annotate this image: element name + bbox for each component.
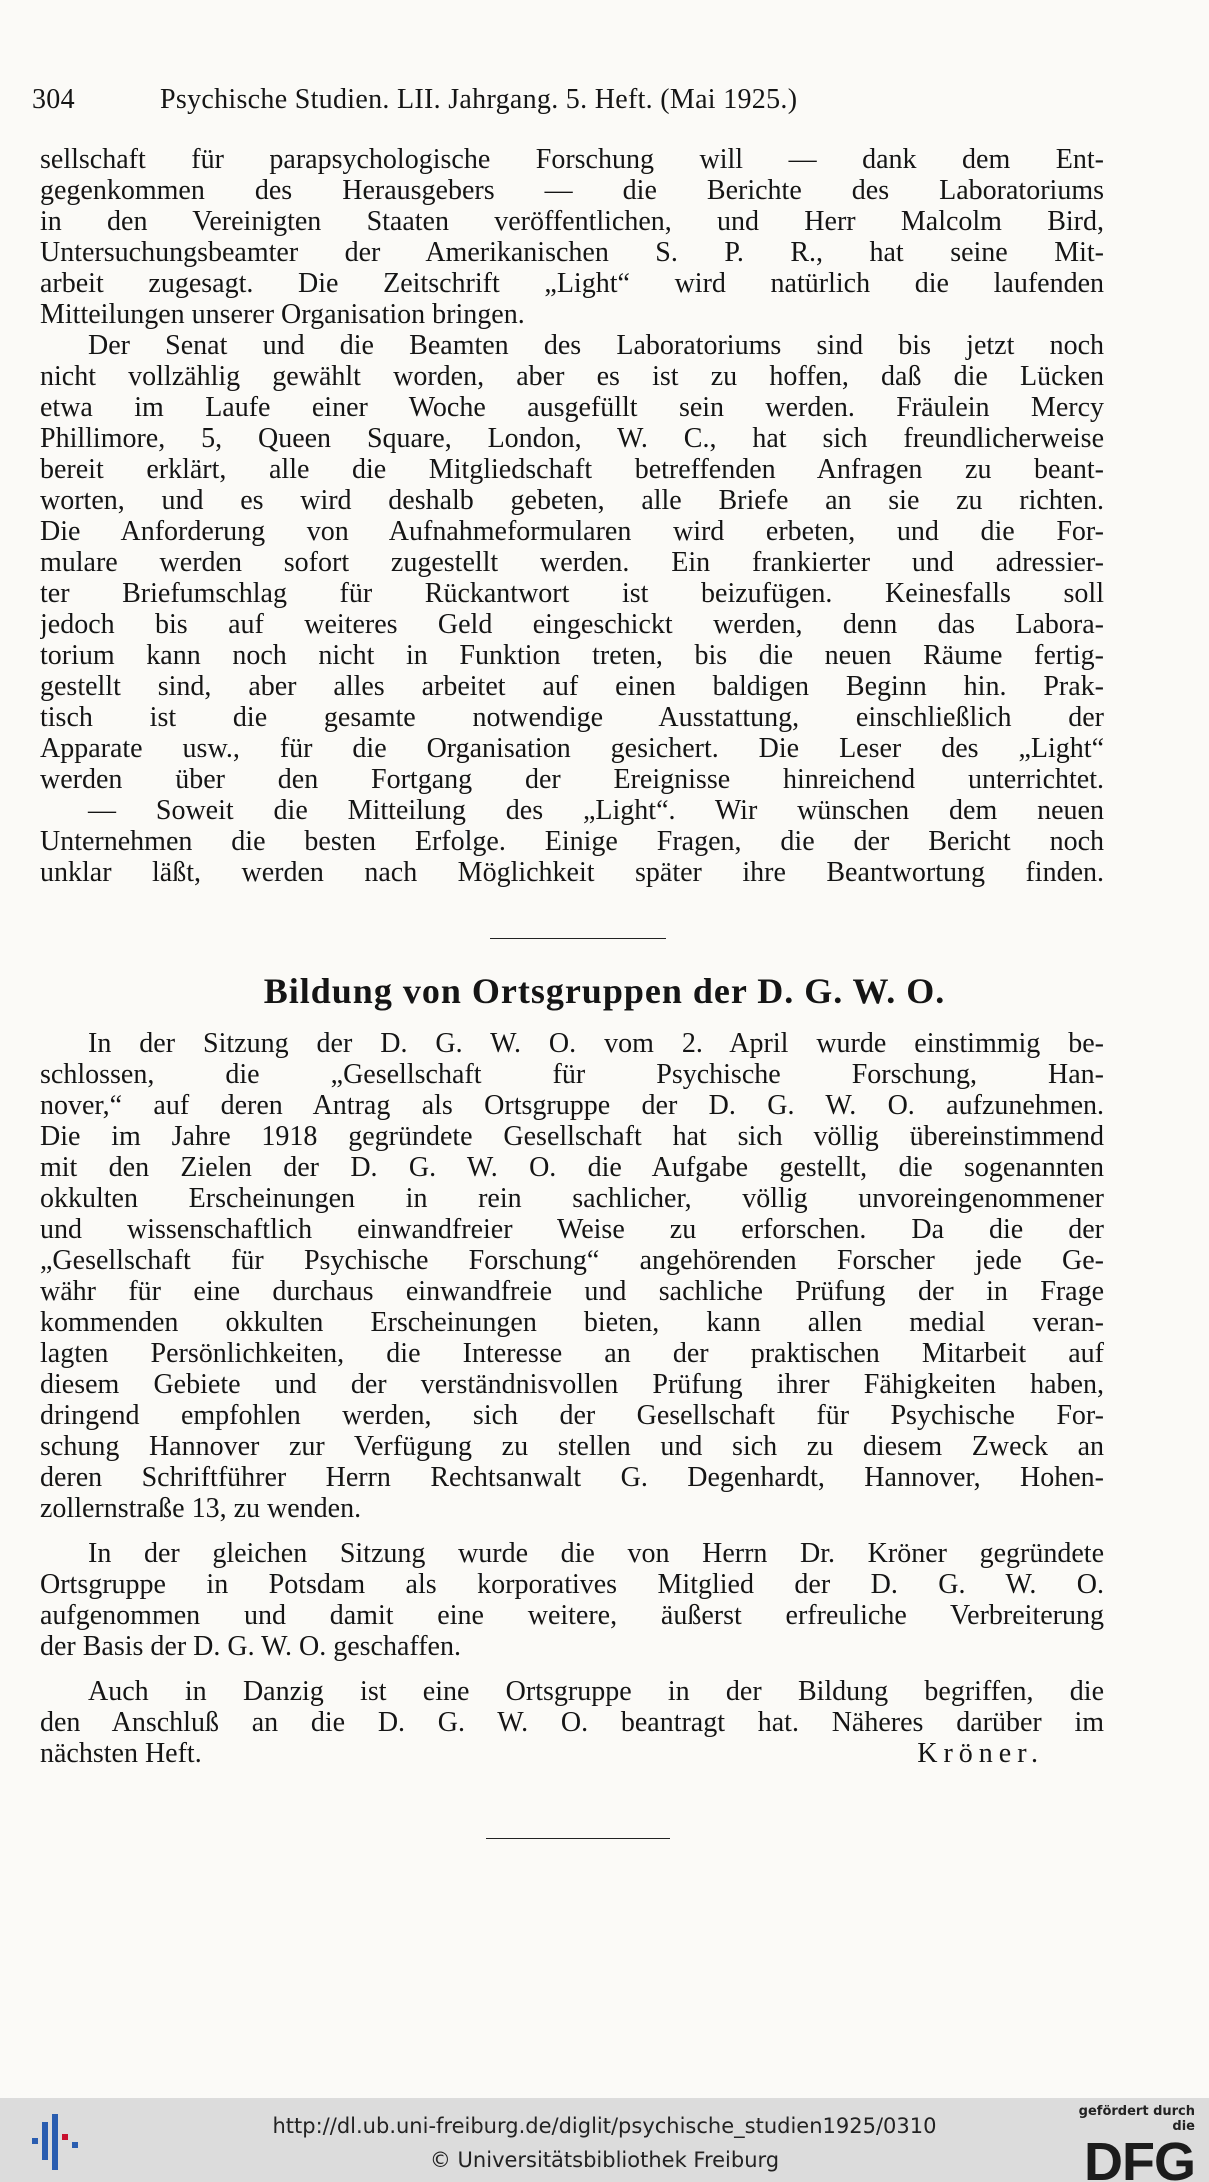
text-line: etwa im Laufe einer Woche ausgefüllt sein werden. Fräulein Mercy — [40, 392, 1104, 423]
text-line: der Basis der D. G. W. O. geschaffen. — [40, 1631, 461, 1662]
text-fragment: nächsten Heft. — [40, 1738, 202, 1769]
text-line: Auch in Danzig ist eine Ortsgruppe in der Bildung begriffen, die — [88, 1676, 1104, 1707]
text-line: ter Briefumschlag für Rückantwort ist beizufügen. Keinesfalls soll — [40, 578, 1104, 609]
article-continuation — [40, 144, 1104, 888]
text-line: tisch ist die gesamte notwendige Ausstattung, einschließlich der — [40, 702, 1104, 733]
text-line: Ortsgruppe in Potsdam als korporatives Mitglied der D. G. W. O. — [40, 1569, 1104, 1600]
paragraph — [40, 1676, 1104, 1769]
divider-rule — [486, 1838, 670, 1839]
text-line: zollernstraße 13, zu wenden. — [40, 1493, 362, 1524]
text-line: Die Anforderung von Aufnahmeformularen wird erbeten, und die For- — [40, 516, 1104, 547]
text-line: nover,“ auf deren Antrag als Ortsgruppe der D. G. W. O. aufzunehmen. — [40, 1090, 1104, 1121]
page-header — [32, 84, 1112, 124]
text-line: schlossen, die „Gesellschaft für Psychische Forschung, Han- — [40, 1059, 1104, 1090]
text-line: deren Schriftführer Herrn Rechtsanwalt G. Degenhardt, Hannover, Hohen- — [40, 1462, 1104, 1493]
text-line: schung Hannover zur Verfügung zu stellen und sich zu diesem Zweck an — [40, 1431, 1104, 1462]
copyright-notice: © Universitätsbibliothek Freiburg — [429, 2148, 780, 2172]
text-line: gegenkommen des Herausgebers — die Berichte des Laboratoriums — [40, 175, 1104, 206]
section-title: Bildung von Ortsgruppen der D. G. W. O. — [263, 971, 946, 1011]
text-line: In der gleichen Sitzung wurde die von Herrn Dr. Kröner gegründete — [88, 1538, 1104, 1569]
text-line: diesem Gebiete und der verständnisvollen Prüfung ihrer Fähigkeiten haben, — [40, 1369, 1104, 1400]
text-line: In der Sitzung der D. G. W. O. vom 2. April wurde einstimmig be- — [88, 1028, 1104, 1059]
source-url-link[interactable]: http://dl.ub.uni-freiburg.de/diglit/psychische_studien1925/0310 — [272, 2114, 937, 2138]
text-line: mit den Zielen der D. G. W. O. die Aufgabe gestellt, die sogenannten — [40, 1152, 1104, 1183]
text-line — [40, 1738, 1104, 1769]
text-line: — Soweit die Mitteilung des „Light“. Wir wünschen dem neuen — [88, 795, 1104, 826]
text-line: Untersuchungsbeamter der Amerikanischen S. P. R., hat seine Mit- — [40, 237, 1104, 268]
text-line: Mitteilungen unserer Organisation bringen. — [40, 299, 525, 330]
author-signature: Kröner. — [917, 1738, 1044, 1769]
footer-bar — [0, 2098, 1209, 2182]
text-line: werden über den Fortgang der Ereignisse hinreichend unterrichtet. — [40, 764, 1104, 795]
text-line: währ für eine durchaus einwandfreie und sachliche Prüfung der in Frage — [40, 1276, 1104, 1307]
text-line: Die im Jahre 1918 gegründete Gesellschaft hat sich völlig übereinstimmend — [40, 1121, 1104, 1152]
text-line: Phillimore, 5, Queen Square, London, W. C., hat sich freundlicherweise — [40, 423, 1104, 454]
text-line: kommenden okkulten Erscheinungen bieten, kann allen medial veran- — [40, 1307, 1104, 1338]
text-line: Der Senat und die Beamten des Laboratoriums sind bis jetzt noch — [88, 330, 1104, 361]
page-number: 304 — [32, 84, 75, 115]
text-line: arbeit zugesagt. Die Zeitschrift „Light“ wird natürlich die laufenden — [40, 268, 1104, 299]
text-line: mulare werden sofort zugestellt werden. Ein frankierter und adressier- — [40, 547, 1104, 578]
section-body — [40, 1028, 1104, 1769]
funding-note: gefördert durch die — [1078, 2104, 1195, 2134]
text-line: aufgenommen und damit eine weitere, äußerst erfreuliche Verbreiterung — [40, 1600, 1104, 1631]
funder-block — [1055, 2104, 1195, 2182]
dfg-logo-icon: DFG — [1084, 2132, 1195, 2182]
text-line: torium kann noch nicht in Funktion treten, bis die neuen Räume fertig- — [40, 640, 1104, 671]
paragraph — [40, 144, 1104, 330]
text-line: gestellt sind, aber alles arbeitet auf einen baldigen Beginn hin. Prak- — [40, 671, 1104, 702]
text-line: sellschaft für parapsychologische Forschung will — dank dem Ent- — [40, 144, 1104, 175]
running-head: Psychische Studien. LII. Jahrgang. 5. Heft. (Mai 1925.) — [160, 84, 798, 115]
paragraph — [40, 1538, 1104, 1662]
text-line: okkulten Erscheinungen in rein sachlicher, völlig unvoreingenommener — [40, 1183, 1104, 1214]
text-line: in den Vereinigten Staaten veröffentlichen, und Herr Malcolm Bird, — [40, 206, 1104, 237]
paragraph — [40, 795, 1104, 888]
text-line: den Anschluß an die D. G. W. O. beantragt hat. Näheres darüber im — [40, 1707, 1104, 1738]
text-line: dringend empfohlen werden, sich der Gesellschaft für Psychische For- — [40, 1400, 1104, 1431]
text-line: Unternehmen die besten Erfolge. Einige Fragen, die der Bericht noch — [40, 826, 1104, 857]
text-line: bereit erklärt, alle die Mitgliedschaft betreffenden Anfragen zu beant- — [40, 454, 1104, 485]
text-line: „Gesellschaft für Psychische Forschung“ angehörenden Forscher jede Ge- — [40, 1245, 1104, 1276]
text-line: und wissenschaftlich einwandfreier Weise zu erforschen. Da die der — [40, 1214, 1104, 1245]
text-line: nicht vollzählig gewählt worden, aber es ist zu hoffen, daß die Lücken — [40, 361, 1104, 392]
text-line: unklar läßt, werden nach Möglichkeit später ihre Beantwortung finden. — [40, 857, 1104, 888]
paragraph — [40, 330, 1104, 795]
divider-rule — [490, 938, 666, 939]
text-line: jedoch bis auf weiteres Geld eingeschickt werden, denn das Labora- — [40, 609, 1104, 640]
text-line: worten, und es wird deshalb gebeten, alle Briefe an sie zu richten. — [40, 485, 1104, 516]
text-line: Apparate usw., für die Organisation gesichert. Die Leser des „Light“ — [40, 733, 1104, 764]
paragraph — [40, 1028, 1104, 1524]
text-line: lagten Persönlichkeiten, die Interesse an der praktischen Mitarbeit auf — [40, 1338, 1104, 1369]
